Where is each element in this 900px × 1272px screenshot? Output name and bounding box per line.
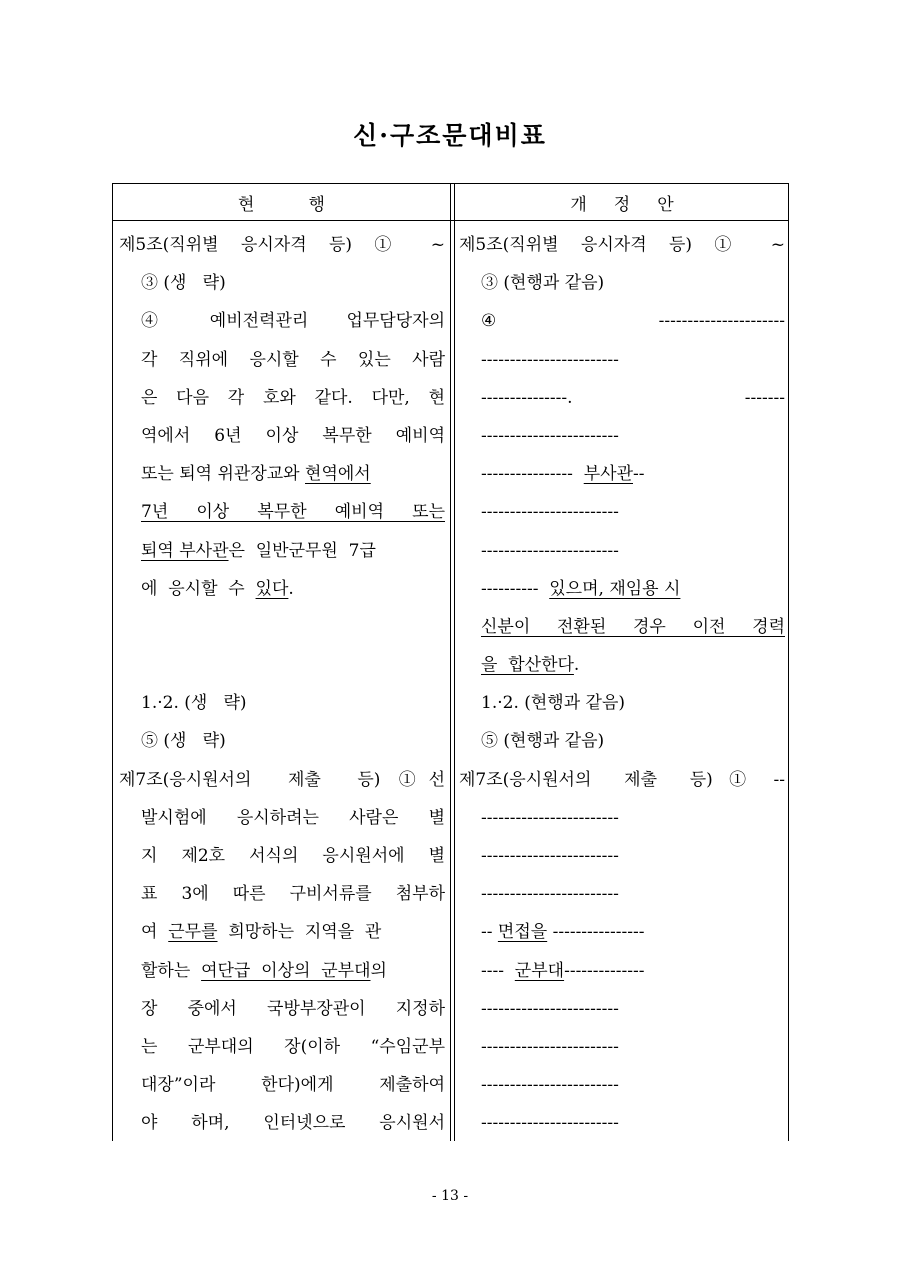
blank-line	[119, 646, 445, 684]
text-line: 지 제2호 서식의 응시원서에 별	[141, 846, 445, 866]
text-line	[119, 455, 445, 493]
text-line: ------------------------	[481, 1113, 619, 1134]
text-segment: --	[481, 922, 498, 943]
text-line: 제5조(직위별 응시자격 등) ① ~	[459, 235, 785, 255]
amended-text: 있다	[255, 578, 289, 599]
amended-text: 신분이 전환된 경우 이전 경력	[481, 616, 785, 637]
text-segment: 할하는	[141, 960, 202, 981]
text-line: ------------------------	[481, 425, 619, 446]
text-line: ------------------------	[481, 502, 619, 523]
text-segment: ----------------	[547, 922, 645, 943]
header-revised: 개 정 안	[570, 195, 674, 215]
text-line	[119, 532, 445, 570]
text-segment: .	[288, 578, 294, 599]
text-line: 은 다음 각 호와 같다. 다만, 현	[141, 387, 445, 408]
text-line: 역에서 6년 이상 복무한 예비역	[141, 425, 445, 446]
column-divider	[454, 184, 455, 1141]
text-line: ⑤ (생 략)	[141, 731, 226, 752]
revised-column	[459, 226, 785, 1143]
text-line: 표 3에 따른 구비서류를 첨부하	[141, 884, 445, 905]
page-title: 신·구조문대비표	[353, 121, 547, 150]
text-segment: 의	[370, 960, 387, 981]
text-line: 는 군부대의 장(이하 “수임군부	[141, 1036, 445, 1057]
amended-text: 퇴역 부사관	[141, 540, 229, 561]
header-divider	[113, 220, 788, 221]
text-segment: ----------------	[481, 464, 584, 485]
text-line: ------------------------	[481, 884, 619, 905]
text-line: 야 하며, 인터넷으로 응시원서	[141, 1113, 445, 1134]
text-segment: --	[633, 464, 645, 485]
text-line: ------------------------	[481, 807, 619, 828]
text-line: 1.·2. (생 략)	[141, 693, 247, 714]
text-line: ------------------------	[481, 1075, 619, 1096]
text-line	[119, 913, 445, 951]
text-segment: 또는 퇴역 위관장교와	[141, 464, 306, 485]
text-line: ------------------------	[481, 540, 619, 561]
text-segment: 은 일반군무원 7급	[228, 540, 376, 561]
text-line: 장 중에서 국방부장관이 지정하	[141, 998, 445, 1019]
amended-text: 있으며, 재임용 시	[549, 578, 681, 599]
text-line: 대장”이라 한다)에게 제출하여	[141, 1075, 445, 1096]
text-line	[459, 913, 785, 951]
text-line	[459, 570, 785, 608]
text-line	[119, 952, 445, 990]
text-segment: ----------	[481, 578, 550, 599]
text-line	[459, 952, 785, 990]
amended-text: 여단급 이상의 군부대	[201, 960, 371, 981]
amended-text: 근무를	[168, 922, 218, 943]
text-line	[459, 646, 785, 684]
text-segment: ----	[481, 960, 515, 981]
text-line: ------------------------	[481, 998, 619, 1019]
text-line: ④ ----------------------	[481, 311, 785, 332]
text-line: ------------------------	[481, 1036, 619, 1057]
text-line: 발시험에 응시하려는 사람은 별	[141, 807, 445, 828]
text-segment: --------------	[564, 960, 645, 981]
amended-text: 현역에서	[305, 464, 371, 485]
text-line: ③ (생 략)	[141, 273, 226, 294]
amended-text: 면접을	[497, 922, 548, 943]
text-line: ---------------. -------	[481, 387, 785, 408]
amended-text: 을 합산한다	[481, 655, 574, 676]
text-line: 제7조(응시원서의 제출 등) ①선	[119, 769, 445, 790]
text-line: ------------------------	[481, 846, 619, 866]
text-line: 각 직위에 응시할 수 있는 사람	[141, 349, 445, 370]
blank-line	[119, 608, 445, 646]
column-divider	[450, 184, 451, 1141]
text-segment: 여	[141, 922, 169, 943]
amended-text: 부사관	[583, 464, 633, 485]
page-number: - 13 -	[431, 1188, 469, 1204]
current-column	[119, 226, 445, 1143]
text-segment: 에 응시할 수	[141, 578, 256, 599]
header-current: 현 행	[238, 195, 325, 215]
text-segment: .	[573, 655, 580, 676]
text-segment: 희망하는 지역을 관	[217, 922, 382, 943]
text-line: 제7조(응시원서의 제출 등) ① --	[459, 769, 785, 790]
amended-text: 군부대	[514, 960, 565, 981]
text-line: ③ (현행과 같음)	[481, 273, 605, 294]
text-line	[119, 570, 445, 608]
comparison-table	[112, 183, 789, 1141]
text-line: 1.·2. (현행과 같음)	[481, 693, 626, 714]
text-line: 제5조(직위별 응시자격 등) ① ~	[119, 235, 445, 255]
text-line: ⑤ (현행과 같음)	[481, 731, 605, 752]
text-line: ------------------------	[481, 349, 619, 370]
amended-text: 7년 이상 복무한 예비역 또는	[141, 502, 445, 523]
text-line: ④ 예비전력관리 업무담당자의	[141, 311, 445, 332]
text-line	[459, 455, 785, 493]
